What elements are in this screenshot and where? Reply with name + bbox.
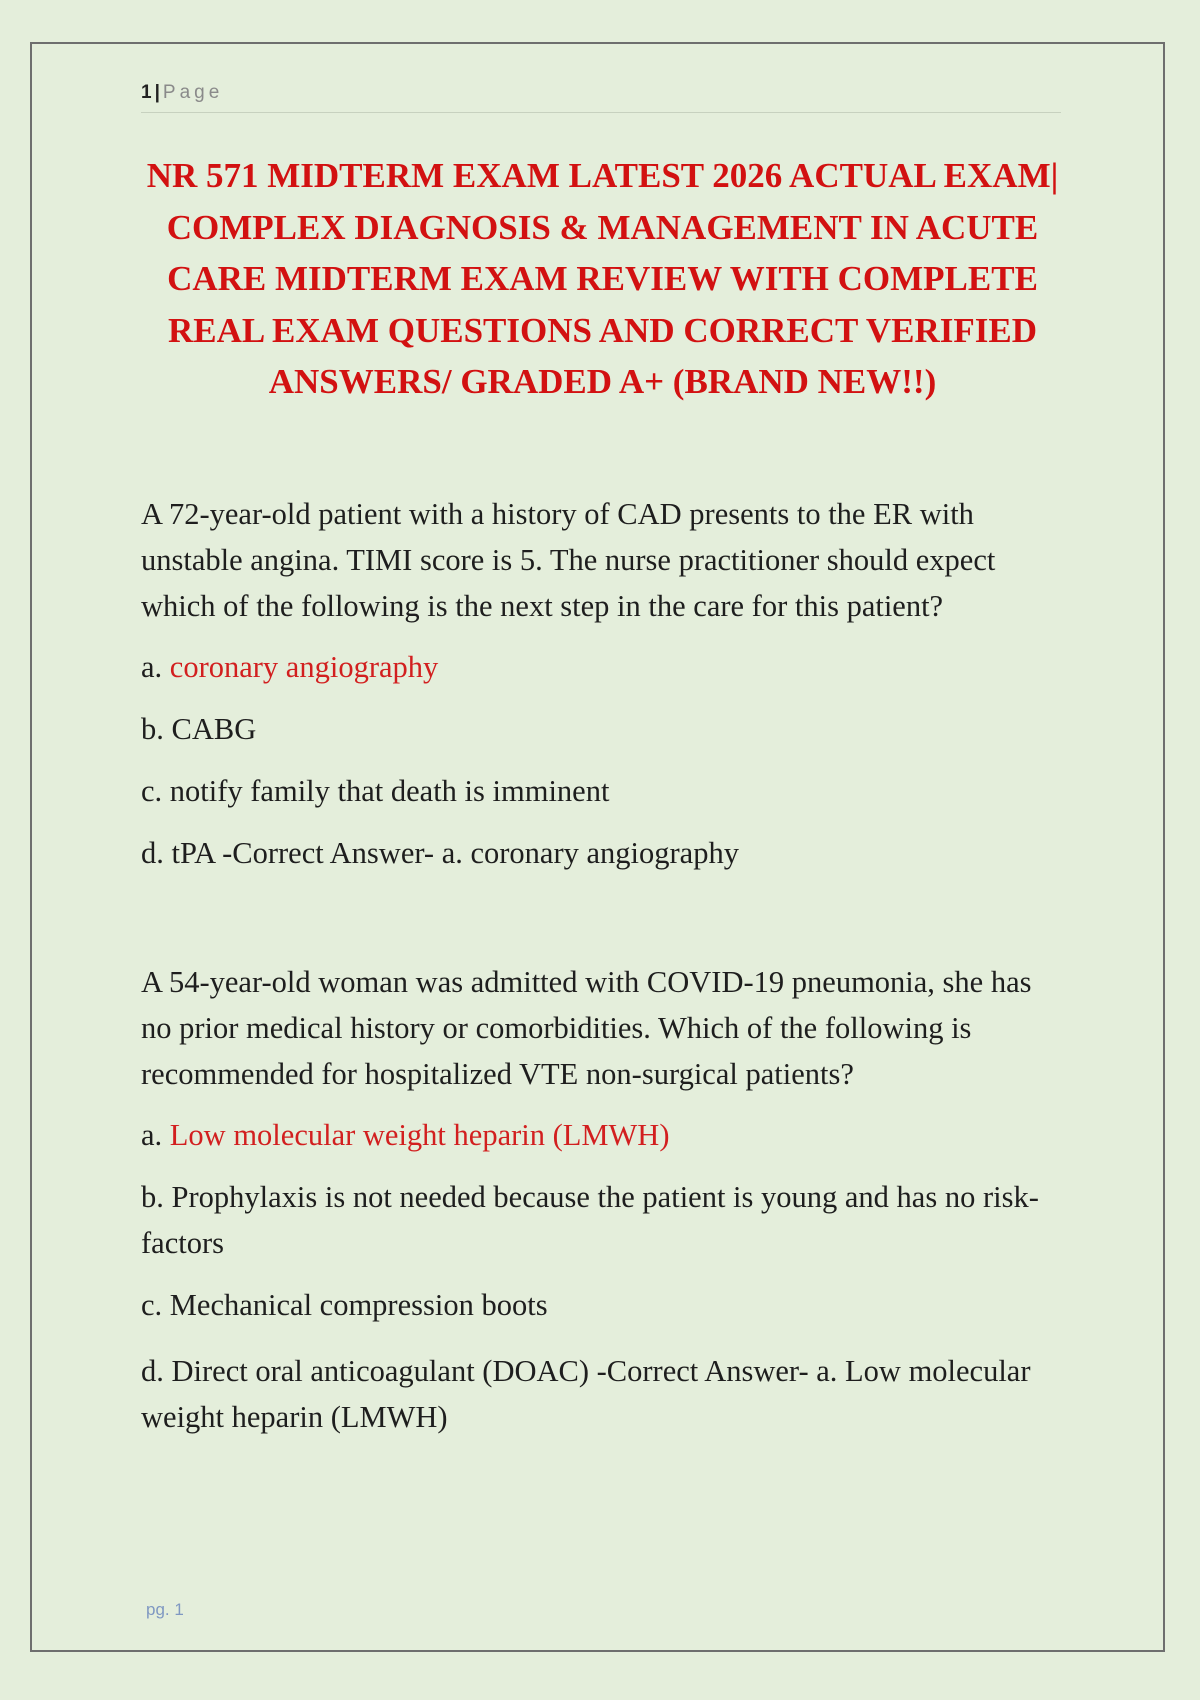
question-1-option-c xyxy=(141,768,1066,814)
page-footer: pg. 1 xyxy=(146,1600,184,1619)
option-text: CABG xyxy=(171,712,257,746)
option-prefix: a. xyxy=(141,650,170,684)
option-text: Direct oral anticoagulant (DOAC) -Correct Answer- a. Low molecular weight heparin (LMWH) xyxy=(141,1354,1031,1434)
page-header xyxy=(141,78,1061,113)
option-prefix: b. xyxy=(141,712,172,746)
question-2-option-d xyxy=(141,1348,1066,1440)
option-prefix: a. xyxy=(141,1118,170,1152)
option-text-correct: Low molecular weight heparin (LMWH) xyxy=(169,1118,670,1152)
question-2-option-b xyxy=(141,1174,1066,1266)
header-separator: | xyxy=(154,82,160,103)
question-2-option-c xyxy=(141,1282,1066,1328)
question-1-option-b xyxy=(141,706,1066,752)
question-1-option-a xyxy=(141,644,1066,690)
option-prefix: c. xyxy=(141,774,170,808)
option-text: Mechanical compression boots xyxy=(169,1288,548,1322)
option-prefix: c. xyxy=(141,1288,170,1322)
option-text: Prophylaxis is not needed because the patient is young and has no risk-factors xyxy=(141,1180,1039,1260)
option-text-correct: coronary angiography xyxy=(169,650,439,684)
document-title: NR 571 MIDTERM EXAM LATEST 2026 ACTUAL EXAM| COMPLEX DIAGNOSIS & MANAGEMENT IN ACUTE CARE MIDTERM EXAM REVIEW WITH COMPLETE REAL EXAM QUESTIONS AND CORRECT VERIFIED ANSWERS/ GRADED A+ (BRAND NEW!!) xyxy=(146,156,1059,401)
option-prefix: d. xyxy=(141,1354,172,1388)
question-1-option-d xyxy=(141,830,1066,876)
page-word: Page xyxy=(162,82,224,103)
option-prefix: d. xyxy=(141,836,172,870)
page-number: 1 xyxy=(141,82,152,103)
question-2-option-a xyxy=(141,1112,1066,1158)
question-1-stem: A 72-year-old patient with a history of CAD presents to the ER with unstable angina. TIMI score is 5. The nurse practitioner should expect which of the following is the next step in the care for this patient? xyxy=(141,497,996,623)
question-2-stem: A 54-year-old woman was admitted with COVID-19 pneumonia, she has no prior medical history or comorbidities. Which of the following is recommended for hospitalized VTE non-surgical patients? xyxy=(141,965,1032,1091)
option-prefix: b. xyxy=(141,1180,172,1214)
option-text: tPA -Correct Answer- a. coronary angiography xyxy=(171,836,739,870)
option-text: notify family that death is imminent xyxy=(169,774,610,808)
